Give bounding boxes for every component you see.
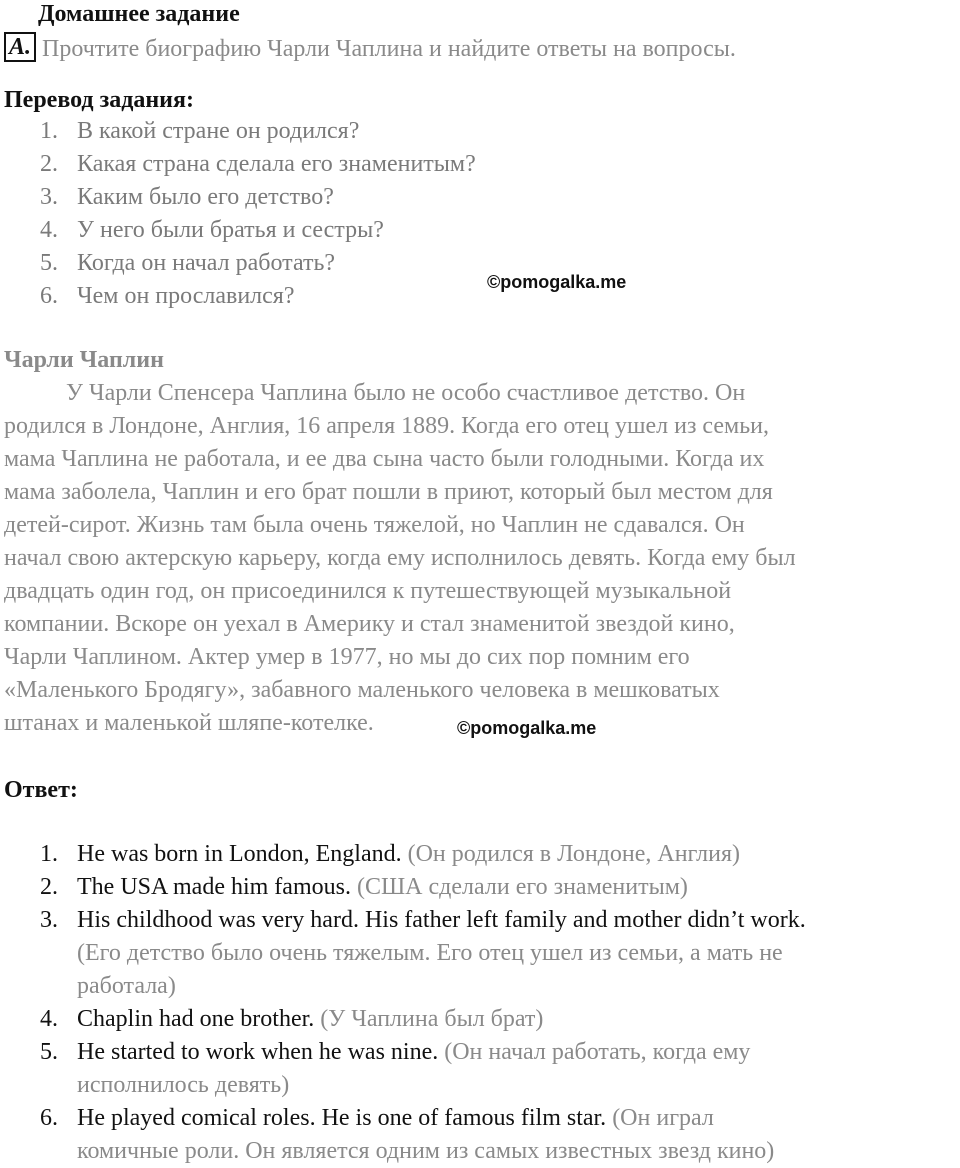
question-number: 5. xyxy=(40,250,58,276)
answer-item xyxy=(40,838,806,871)
question-text: В какой стране он родился? xyxy=(77,118,360,144)
bio-line: детей-сирот. Жизнь там была очень тяжелой, но Чаплин не сдавался. Он xyxy=(4,512,745,538)
answer-russian: (Он играл xyxy=(612,1105,714,1131)
answer-russian: (Его детство было очень тяжелым. Его отец ушел из семьи, а мать не xyxy=(77,940,783,966)
watermark: ©pomogalka.me xyxy=(457,718,597,738)
watermark: ©pomogalka.me xyxy=(487,272,627,292)
question-number: 4. xyxy=(40,217,58,243)
bio-line: штанах и маленькой шляпе-котелке. xyxy=(4,710,374,736)
bio-line: начал свою актерскую карьеру, когда ему исполнилось девять. Когда ему был xyxy=(4,545,796,571)
question-list xyxy=(40,115,476,313)
answer-russian-continued: исполнилось девять) xyxy=(77,1072,290,1098)
question-item xyxy=(40,148,476,181)
answer-english: His childhood was very hard. His father left family and mother didn’t work. xyxy=(77,907,806,933)
question-item xyxy=(40,280,476,313)
bio-line: родился в Лондоне, Англия, 16 апреля 1889. Когда его отец ушел из семьи, xyxy=(4,413,769,439)
answer-number: 4. xyxy=(40,1006,58,1032)
answer-russian-continued: комичные роли. Он является одним из самых известных звезд кино) xyxy=(77,1138,775,1164)
question-text: У него были братья и сестры? xyxy=(77,217,384,243)
page-title: Домашнее задание xyxy=(38,1,240,27)
bio-line: мама Чаплина не работала, и ее два сына часто были голодными. Когда их xyxy=(4,446,765,472)
answer-english: He started to work when he was nine. xyxy=(77,1039,439,1065)
answer-number: 3. xyxy=(40,907,58,933)
answer-russian-continued: работала) xyxy=(77,973,176,999)
task-text: Прочтите биографию Чарли Чаплина и найдите ответы на вопросы. xyxy=(42,36,736,62)
answer-english: He played comical roles. He is one of famous film star. xyxy=(77,1105,607,1131)
answer-russian: (Он начал работать, когда ему xyxy=(444,1039,751,1065)
question-item xyxy=(40,247,476,280)
question-number: 6. xyxy=(40,283,58,309)
answer-heading: Ответ: xyxy=(4,777,78,803)
question-text: Какая страна сделала его знаменитым? xyxy=(77,151,476,177)
answer-item xyxy=(40,904,806,1003)
question-item xyxy=(40,214,476,247)
answer-russian: (У Чаплина был брат) xyxy=(320,1006,544,1032)
answer-number: 2. xyxy=(40,874,58,900)
answer-english: The USA made him famous. xyxy=(77,874,351,900)
bio-line: У Чарли Спенсера Чаплина было не особо счастливое детство. Он xyxy=(66,380,746,406)
answer-item xyxy=(40,1102,806,1168)
answer-list xyxy=(40,838,806,1168)
answer-number: 1. xyxy=(40,841,58,867)
bio-line: двадцать один год, он присоединился к путешествующей музыкальной xyxy=(4,578,732,604)
question-number: 2. xyxy=(40,151,58,177)
question-text: Каким было его детство? xyxy=(77,184,334,210)
question-number: 1. xyxy=(40,118,58,144)
question-text: Когда он начал работать? xyxy=(77,250,336,276)
question-text: Чем он прославился? xyxy=(77,283,295,309)
answer-number: 6. xyxy=(40,1105,58,1131)
answer-item xyxy=(40,1003,806,1036)
bio-title: Чарли Чаплин xyxy=(4,347,164,373)
question-item xyxy=(40,115,476,148)
answer-number: 5. xyxy=(40,1039,58,1065)
bio-line: мама заболела, Чаплин и его брат пошли в приют, который был местом для xyxy=(4,479,773,505)
answer-english: Chaplin had one brother. xyxy=(77,1006,315,1032)
answer-english: He was born in London, England. xyxy=(77,841,402,867)
answer-russian: (США сделали его знаменитым) xyxy=(356,874,688,900)
answer-item xyxy=(40,1036,806,1102)
bio-line: «Маленького Бродягу», забавного маленького человека в мешковатых xyxy=(4,677,720,703)
answer-russian: (Он родился в Лондоне, Англия) xyxy=(407,841,741,867)
bio-line: компании. Вскоре он уехал в Америку и стал знаменитой звездой кино, xyxy=(4,611,735,637)
answer-item xyxy=(40,871,806,904)
question-item xyxy=(40,181,476,214)
bio-line: Чарли Чаплином. Актер умер в 1977, но мы до сих пор помним его xyxy=(4,644,690,670)
task-row xyxy=(4,32,736,65)
translation-heading: Перевод задания: xyxy=(4,87,194,113)
task-letter-badge: A. xyxy=(4,32,36,62)
question-number: 3. xyxy=(40,184,58,210)
